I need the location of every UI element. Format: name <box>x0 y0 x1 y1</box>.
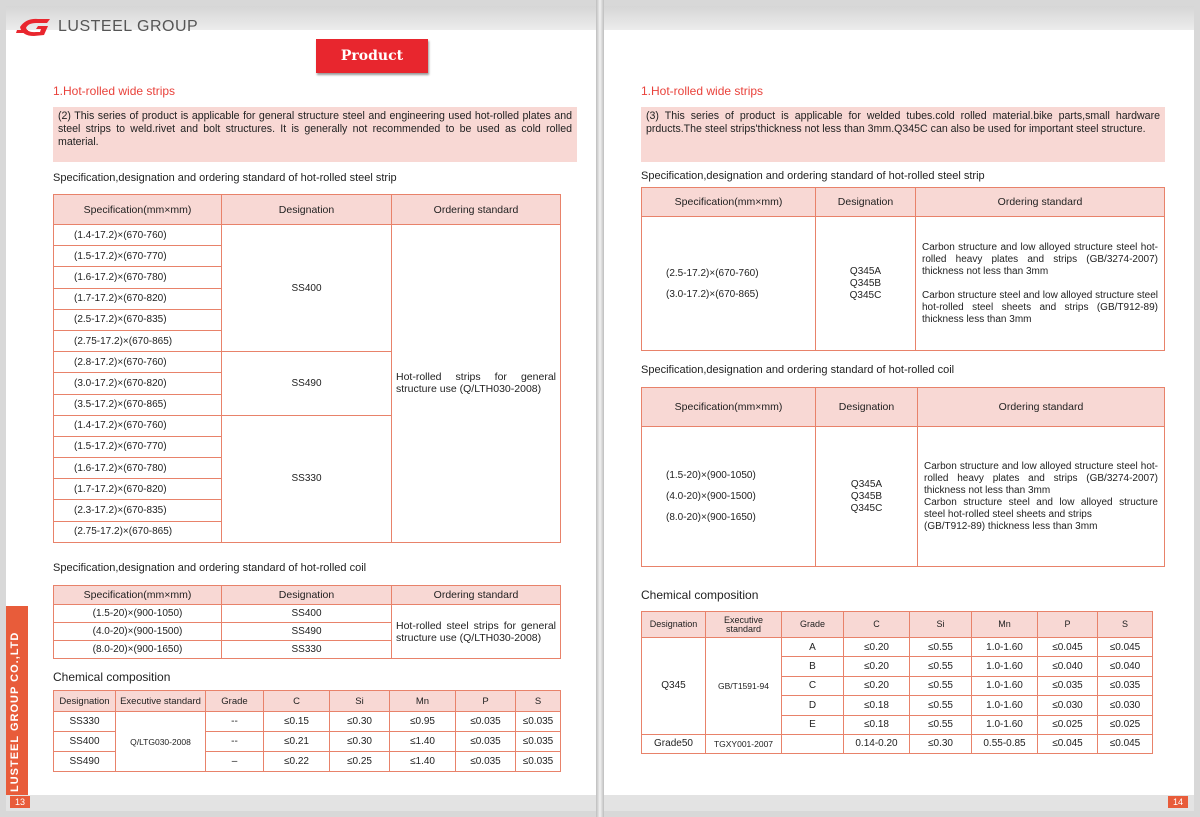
spec-cell <box>642 217 816 351</box>
value-cell: ≤0.035 <box>456 712 516 732</box>
spec-cell: (2.75-17.2)×(670-865) <box>54 330 222 351</box>
designation-cell <box>816 217 916 351</box>
value-cell: ≤0.030 <box>1098 696 1153 715</box>
value-cell: ≤0.18 <box>844 696 910 715</box>
col-designation: Designation <box>816 388 918 427</box>
header-row <box>54 691 561 712</box>
value-cell: ≤0.040 <box>1038 657 1098 676</box>
coil-spec-table <box>641 387 1165 567</box>
col-ordering: Ordering standard <box>392 586 561 605</box>
col-header: Grade <box>206 691 264 712</box>
designation-cell: SS330 <box>222 415 392 542</box>
section-title: 1.Hot-rolled wide strips <box>53 84 176 98</box>
value-cell: ≤1.40 <box>390 752 456 772</box>
ordering-text: Carbon structure steel and low alloyed structure steel hot-rolled steel sheets and strips <box>924 496 1158 520</box>
value-cell: C <box>782 676 844 695</box>
col-spec: Specification(mm×mm) <box>642 188 816 217</box>
col-header: P <box>1038 612 1098 638</box>
ordering-text: Carbon structure and low alloyed structure steel hot-rolled heavy plates and strips (GB/3274-2007) thickness not less than 3mm <box>922 241 1158 277</box>
chem-heading: Chemical composition <box>53 670 171 684</box>
designation-line: Q345A <box>849 265 882 277</box>
designation-cell: SS400 <box>222 225 392 352</box>
designation-line: Q345B <box>850 490 883 502</box>
value-cell: ≤0.30 <box>330 712 390 732</box>
col-ordering: Ordering standard <box>918 388 1165 427</box>
ordering-cell: Hot-rolled strips for general structure use (Q/LTH030-2008) <box>392 225 561 543</box>
bottom-bar <box>604 795 1194 811</box>
col-header: Si <box>910 612 972 638</box>
designation-cell: SS330 <box>54 712 116 732</box>
value-cell: ≤0.21 <box>264 732 330 752</box>
value-cell: ≤0.035 <box>516 752 561 772</box>
value-cell: ≤0.035 <box>516 732 561 752</box>
designation-cell: Grade50 <box>642 734 706 753</box>
value-cell: 1.0-1.60 <box>972 657 1038 676</box>
value-cell: B <box>782 657 844 676</box>
value-cell <box>782 734 844 753</box>
value-cell: 1.0-1.60 <box>972 715 1038 734</box>
designation-cell: SS400 <box>54 732 116 752</box>
col-header: C <box>844 612 910 638</box>
value-cell: ≤0.55 <box>910 638 972 657</box>
value-cell: ≤0.035 <box>516 712 561 732</box>
header-row <box>642 612 1153 638</box>
value-cell: ≤0.035 <box>1098 676 1153 695</box>
value-cell: ≤0.55 <box>910 676 972 695</box>
intro-paragraph: (2) This series of product is applicable for general structure steel and engineering used hot-rolled plates and steel strips to weld.rivet and bolt structures. It is generally not recommended to be used as cold rolled material. <box>53 107 577 162</box>
value-cell: ≤0.20 <box>844 638 910 657</box>
designation-cell: SS490 <box>54 752 116 772</box>
value-cell: 0.55-0.85 <box>972 734 1038 753</box>
brand-logo <box>16 16 198 38</box>
side-banner <box>6 606 28 796</box>
spec-cell: (1.4-17.2)×(670-760) <box>54 415 222 436</box>
col-header: S <box>516 691 561 712</box>
table-row <box>54 605 561 623</box>
table-row <box>642 638 1153 657</box>
designation-cell <box>816 427 918 567</box>
col-header: C <box>264 691 330 712</box>
value-cell: ≤0.18 <box>844 715 910 734</box>
page-number: 13 <box>10 796 30 808</box>
value-cell: ≤0.30 <box>910 734 972 753</box>
spec-cell: (1.7-17.2)×(670-820) <box>54 479 222 500</box>
strip-spec-table <box>53 194 561 543</box>
ordering-cell <box>918 427 1165 567</box>
brand-name: LUSTEEL GROUP <box>58 18 199 35</box>
right-page <box>604 6 1194 811</box>
col-header: Grade <box>782 612 844 638</box>
spec-cell: (1.5-17.2)×(670-770) <box>54 246 222 267</box>
value-cell: ≤0.035 <box>456 732 516 752</box>
col-header: Designation <box>54 691 116 712</box>
designation-cell: SS330 <box>222 641 392 659</box>
value-cell: ≤0.045 <box>1098 638 1153 657</box>
coil-table-heading: Specification,designation and ordering standard of hot-rolled coil <box>641 364 955 376</box>
ordering-text: Carbon structure steel and low alloyed structure steel hot-rolled steel sheets and strips (GB/T912-89) thickness less than 3mm <box>922 289 1158 325</box>
value-cell: ≤0.035 <box>1038 676 1098 695</box>
col-designation: Designation <box>222 195 392 225</box>
table-row <box>642 734 1153 753</box>
designation-cell: Q345 <box>642 638 706 735</box>
value-cell: ≤0.030 <box>1038 696 1098 715</box>
value-cell: ≤0.035 <box>456 752 516 772</box>
spec-cell: (2.8-17.2)×(670-760) <box>54 352 222 373</box>
designation-cell: SS490 <box>222 623 392 641</box>
value-cell: ≤0.55 <box>910 696 972 715</box>
bottom-bar <box>6 795 596 811</box>
col-spec: Specification(mm×mm) <box>54 195 222 225</box>
col-header: P <box>456 691 516 712</box>
value-cell: E <box>782 715 844 734</box>
standard-cell: Q/LTG030-2008 <box>116 712 206 772</box>
chem-heading: Chemical composition <box>641 588 759 602</box>
spec-line: (1.5-20)×(900-1050) <box>666 470 756 481</box>
header-row <box>54 195 561 225</box>
spec-line: (3.0-17.2)×(670-865) <box>666 288 759 300</box>
spec-line: (4.0-20)×(900-1500) <box>666 491 756 502</box>
col-header: Executive standard <box>706 612 782 638</box>
value-cell: -- <box>206 712 264 732</box>
standard-cell: TGXY001-2007 <box>706 734 782 753</box>
col-header: Mn <box>972 612 1038 638</box>
col-spec: Specification(mm×mm) <box>642 388 816 427</box>
col-header: Si <box>330 691 390 712</box>
value-cell: ≤0.025 <box>1038 715 1098 734</box>
value-cell: ≤0.55 <box>910 715 972 734</box>
value-cell: ≤0.30 <box>330 732 390 752</box>
section-title: 1.Hot-rolled wide strips <box>641 84 764 98</box>
value-cell: D <box>782 696 844 715</box>
value-cell: – <box>206 752 264 772</box>
spec-cell <box>642 427 816 567</box>
ordering-cell <box>916 217 1165 351</box>
value-cell: ≤0.045 <box>1038 638 1098 657</box>
col-header: Mn <box>390 691 456 712</box>
value-cell: ≤0.20 <box>844 676 910 695</box>
spec-cell: (1.6-17.2)×(670-780) <box>54 458 222 479</box>
top-bar <box>604 6 1194 30</box>
value-cell: ≤0.95 <box>390 712 456 732</box>
side-company-name: LUSTEEL GROUP CO.,LTD <box>9 631 21 792</box>
designation-line: Q345A <box>850 478 883 490</box>
spec-cell: (3.0-17.2)×(670-820) <box>54 373 222 394</box>
value-cell: ≤0.045 <box>1038 734 1098 753</box>
value-cell: -- <box>206 732 264 752</box>
chem-table <box>53 690 561 772</box>
page-number: 14 <box>1168 796 1188 808</box>
designation-cell: SS400 <box>222 605 392 623</box>
ordering-cell: Hot-rolled steel strips for general structure use (Q/LTH030-2008) <box>392 605 561 659</box>
value-cell: ≤0.025 <box>1098 715 1153 734</box>
left-page <box>6 6 596 811</box>
product-label: Product <box>316 39 428 73</box>
brand-mark-icon <box>16 16 52 38</box>
designation-line: Q345C <box>849 289 882 301</box>
value-cell: ≤0.040 <box>1098 657 1153 676</box>
spec-cell: (1.5-17.2)×(670-770) <box>54 436 222 457</box>
col-ordering: Ordering standard <box>392 195 561 225</box>
spec-cell: (1.7-17.2)×(670-820) <box>54 288 222 309</box>
designation-cell: SS490 <box>222 352 392 416</box>
col-designation: Designation <box>816 188 916 217</box>
page-fold <box>596 0 604 817</box>
designation-line: Q345C <box>850 502 883 514</box>
value-cell: ≤0.55 <box>910 657 972 676</box>
strip-table-heading: Specification,designation and ordering standard of hot-rolled steel strip <box>641 170 985 182</box>
col-designation: Designation <box>222 586 392 605</box>
strip-spec-table <box>641 187 1165 351</box>
strip-table-heading: Specification,designation and ordering standard of hot-rolled steel strip <box>53 172 397 184</box>
value-cell: ≤0.045 <box>1098 734 1153 753</box>
spec-line: (8.0-20)×(900-1650) <box>666 512 756 523</box>
table-row <box>54 712 561 732</box>
header-row <box>54 586 561 605</box>
value-cell: ≤0.25 <box>330 752 390 772</box>
spec-cell: (3.5-17.2)×(670-865) <box>54 394 222 415</box>
designation-line: Q345B <box>849 277 882 289</box>
col-spec: Specification(mm×mm) <box>54 586 222 605</box>
spec-cell: (4.0-20)×(900-1500) <box>54 623 222 641</box>
spec-line: (2.5-17.2)×(670-760) <box>666 267 759 279</box>
value-cell: 0.14-0.20 <box>844 734 910 753</box>
spec-cell: (1.4-17.2)×(670-760) <box>54 225 222 246</box>
spec-cell: (2.75-17.2)×(670-865) <box>54 521 222 542</box>
value-cell: 1.0-1.60 <box>972 638 1038 657</box>
value-cell: ≤0.15 <box>264 712 330 732</box>
col-ordering: Ordering standard <box>916 188 1165 217</box>
col-header: Designation <box>642 612 706 638</box>
value-cell: 1.0-1.60 <box>972 696 1038 715</box>
value-cell: ≤0.22 <box>264 752 330 772</box>
ordering-text: Carbon structure and low alloyed structure steel hot-rolled heavy plates and strips (GB/3274-2007) thickness not less than 3mm <box>924 460 1158 496</box>
table-row <box>54 225 561 246</box>
col-header: Executive standard <box>116 691 206 712</box>
intro-paragraph: (3) This series of product is applicable for welded tubes.cold rolled material.bike parts,small hardware prducts.The steel strips'thickness not less than 3mm.Q345C can also be used for important steel structure. <box>641 107 1165 162</box>
spec-cell: (2.5-17.2)×(670-835) <box>54 309 222 330</box>
chem-table <box>641 611 1153 754</box>
coil-table-heading: Specification,designation and ordering standard of hot-rolled coil <box>53 562 367 574</box>
spec-cell: (1.5-20)×(900-1050) <box>54 605 222 623</box>
col-header: S <box>1098 612 1153 638</box>
value-cell: A <box>782 638 844 657</box>
standard-cell: GB/T1591-94 <box>706 638 782 735</box>
spec-cell: (8.0-20)×(900-1650) <box>54 641 222 659</box>
coil-spec-table <box>53 585 561 659</box>
spec-cell: (2.3-17.2)×(670-835) <box>54 500 222 521</box>
ordering-text: (GB/T912-89) thickness less than 3mm <box>924 520 1098 532</box>
spec-cell: (1.6-17.2)×(670-780) <box>54 267 222 288</box>
value-cell: 1.0-1.60 <box>972 676 1038 695</box>
value-cell: ≤1.40 <box>390 732 456 752</box>
value-cell: ≤0.20 <box>844 657 910 676</box>
